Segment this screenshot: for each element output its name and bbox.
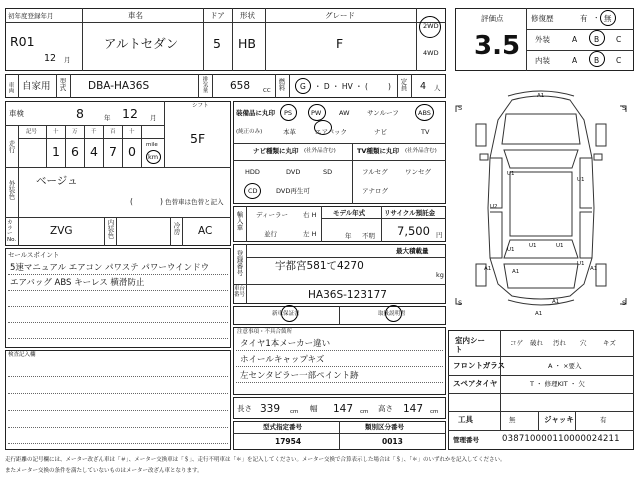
dims-wid: 147 [333,403,354,415]
ext-paren-close: ) [160,197,163,206]
dims-len-label: 長さ [237,404,252,413]
reg-value: 宇都宮581て4270 [275,260,364,272]
diag-label-a1-front: A1 [537,93,545,99]
interior-hole: 穴 [580,339,587,347]
diag-label-a1-a: A1 [512,269,520,275]
equip-aw: AW [339,109,350,117]
repair-yes: 有 [580,14,588,23]
spare-tire-options: T ・ 修理KIT ・ 欠 [530,380,585,388]
dims-hgt: 147 [403,403,424,415]
int-grade-c: C [616,56,622,65]
dims-hgt-unit: cm [430,409,439,415]
use-value: 自家用 [22,81,51,92]
tool-value: 無 [509,416,516,424]
car-name-label: 車名 [128,11,143,20]
cap-label: 定員 [399,78,408,91]
insp-label: 車検 [9,109,24,118]
int-color-label: 内装色 [106,219,115,239]
sales-label: セールスポイント [8,251,60,259]
navi-title: ナビ種類に丸印 [253,147,299,155]
ext-grade-label: 外装 [535,35,550,44]
score-label: 評価点 [481,14,504,23]
cap-value: 4 [420,81,427,92]
equip-leather: 本革 [283,128,296,136]
mileage-digit-2: 4 [90,144,98,159]
ext-grade-b: B [594,35,600,44]
body-shape: HB [238,36,256,51]
interior-dirt: 汚れ [553,339,566,347]
class-num-label: 類別区分番号 [365,423,404,431]
disp-value: 658 [230,80,251,92]
ext-paren-open: ( [130,197,133,206]
reg-month-unit: 月 [64,56,71,64]
equip-pw: PW [311,109,322,117]
windshield-label: フロントガラス [453,361,506,370]
jack-value: 有 [600,416,607,424]
navi-dvd: DVD [286,168,301,176]
dims-len-unit: cm [290,409,299,415]
ac-value: AC [198,225,213,237]
sales-line-1: 5速マニュアル エアコン パワステ パワーウインドウ [10,263,210,273]
fuel-close: ) [388,82,391,91]
ext-grade-c: C [616,35,622,44]
notes-label: 注意事項・不具合箇所 [237,329,293,335]
equip-tv: TV [421,128,430,136]
door-count: 5 [213,36,221,51]
inspector-label: 検査記入欄 [8,352,36,358]
mileage-digit-1: 6 [71,144,79,159]
ext-grade-a: A [572,35,578,44]
equip-sub: (純正のみ) [236,129,263,135]
import-left: 左 H [303,230,317,238]
dims-hgt-label: 高さ [378,404,393,413]
cap-unit: 人 [434,84,441,92]
reg-year: R01 [10,34,35,49]
import-dealer: ディーラー [256,211,288,219]
shape-label: 形状 [240,11,255,20]
vehicle-row [5,74,446,98]
disp-label: 排気量 [201,76,208,93]
type-num-value: 17954 [275,437,302,446]
model-year-unit: 年 [345,232,352,240]
grade-value: F [336,36,344,51]
spare-tire-label: スペアタイヤ [453,379,498,388]
tv-oneseg: ワンセグ [405,168,431,176]
dims-wid-label: 幅 [310,404,318,413]
mileage-unit-mile: mile [146,142,158,148]
load-unit: kg [436,271,444,279]
model-year-unknown: 不明 [362,232,375,240]
mileage-digit-0: 1 [52,144,60,159]
inspector-block [5,350,231,450]
diag-label-a1-b: A1 [484,266,492,272]
warranty-manual: 取扱説明書 [378,311,406,317]
tv-fullseg: フルセグ [362,168,388,176]
int-grade-b: B [594,56,600,65]
ext-color-value: ベージュ [36,175,78,187]
recycle-value: 7,500 [397,224,430,238]
equip-sunroof: サンルーフ [367,109,399,117]
tool-label: 工具 [458,415,473,424]
ac-label: 冷房 [172,222,181,235]
interior-burn: コゲ [510,339,523,347]
footer-note-1: 走行距離の記号欄には、メーター改ざん車は「＃」、メーター交換車は「＄」、走行不明車は「＊」を記入してください。メーター交換で合算表示した場合は「＄」、「＊」のいずれかを記入してください。 [5,457,506,463]
navi-dvd-play: DVD再生可 [276,187,310,195]
score-value: 3.5 [474,31,521,61]
windshield-options: A ・ ×要入 [548,362,582,370]
diag-label-a1-d: A1 [552,299,560,305]
fuel-g: G [300,82,306,91]
import-parallel: 並行 [264,230,277,238]
tv-analog: アナログ [362,187,388,195]
shift-value: 5F [190,131,206,146]
diag-label-a1-e: A1 [535,311,543,317]
diag-label-u1-b: U1 [577,177,585,183]
header-block [5,8,446,71]
model-year-label: モデル年式 [333,209,366,217]
mileage-label: 走行 [7,140,16,153]
diag-label-u1-e: U1 [507,247,515,253]
diag-label-u1-f: U1 [577,261,585,267]
mileage-unit-2: 千 [91,129,97,135]
color-code-label: カラー No. [7,220,17,243]
car-damage-diagram [448,88,634,328]
tv-sub: (社外品含む) [405,148,437,154]
class-num-value: 0013 [382,437,403,446]
mileage-unit-0: 十 [53,129,59,135]
type-value: DBA-HA36S [88,80,150,92]
grade-label: グレード [325,11,355,20]
recycle-label: リサイクル預託金 [384,209,436,217]
import-label: 輸入車 [235,211,244,231]
navi-sd: SD [323,168,333,176]
chassis-value: HA36S-123177 [308,289,387,301]
mileage-digit-4: 0 [128,144,136,159]
interior-seat-label: 室内シート [455,336,485,354]
insp-year-unit: 年 [104,114,111,122]
repair-no: 無 [604,14,612,23]
reg-date-label: 初年度登録年月 [8,12,54,20]
door-label: ドア [210,11,225,20]
interior-tear: 破れ [530,339,543,347]
fuel-options: ・ D ・ HV ・ ( [314,82,368,91]
mileage-unit-1: 万 [72,129,78,135]
color-code-value: ZVG [50,225,73,237]
warranty-new: 新車保証書 [272,311,300,317]
mileage-unit-4: 十 [129,129,135,135]
insp-year: 8 [76,106,84,121]
car-name: アルトセダン [104,36,179,51]
diag-label-s3: S [458,299,463,307]
mileage-unit-3: 百 [110,129,116,135]
navi-cd: CD [248,187,258,195]
equip-title: 装備品に丸印 [236,109,275,117]
mileage-symbol-label: 記号 [26,129,38,135]
diag-label-u1-c: U1 [529,243,537,249]
footer-note-2: またメーター交換の条件を満たしていないものはメーター改ざん車となります。 [5,468,203,474]
notes-line-2: ホイールキャップキズ [240,355,325,365]
mgmt-label: 管理番号 [453,436,479,444]
mgmt-value: 038710000110000024211 [502,434,620,444]
mileage-unit-km: km [148,153,159,161]
interior-scratch: キズ [603,339,616,347]
reg-month: 12 [44,53,57,64]
reg-label: 登録番号 [235,250,244,276]
notes-line-3: 左センタピラー一部ペイント跡 [240,371,359,381]
navi-hdd: HDD [245,168,260,176]
diag-label-a1-c: A1 [590,266,598,272]
import-right: 右 H [303,211,317,219]
repair-label: 修復歴 [531,14,554,23]
shift-label: シフト [192,103,209,109]
int-grade-label: 内装 [535,56,550,65]
diag-label-u1-a: U1 [507,171,515,177]
diag-label-u1-d: U1 [556,243,564,249]
drive-2wd: 2WD [423,22,439,30]
chassis-label: 車台番号 [234,286,246,298]
use-label: 車両 [7,82,14,93]
mileage-digit-3: 7 [109,144,117,159]
ext-color-label: 外装色 [7,180,16,200]
equip-navi: ナビ [374,128,387,136]
recycle-unit: 円 [436,231,443,239]
ext-color-note: 色替車は色替と記入 [165,198,224,206]
drive-4wd: 4WD [423,49,439,57]
navi-sub: (社外品含む) [304,148,336,154]
type-num-label: 型式指定番号 [263,423,302,431]
diag-label-s4: S [622,299,627,307]
dims-wid-unit: cm [360,409,369,415]
diag-label-s1: S [458,104,463,112]
sales-line-2: エアバッグ ABS キーレス 横滑防止 [10,278,145,288]
notes-line-1: タイヤ1本メーカー違い [240,339,331,349]
dims-len: 339 [260,403,281,415]
type-label: 型式 [58,78,67,91]
equip-airbag: エアバック [315,128,347,136]
disp-unit: CC [263,88,271,94]
equip-ps: PS [284,109,293,117]
insp-month: 12 [122,106,138,121]
jack-label: ジャッキ [544,415,574,424]
int-grade-a: A [572,56,578,65]
tv-title: TV種類に丸印 [357,147,399,155]
diag-label-s2: S [622,104,627,112]
load-label: 最大積載量 [396,247,429,255]
equip-abs: ABS [418,109,431,117]
fuel-label: 燃料 [277,78,286,91]
diag-label-u2: U2 [490,204,498,210]
insp-month-unit: 月 [150,114,157,122]
